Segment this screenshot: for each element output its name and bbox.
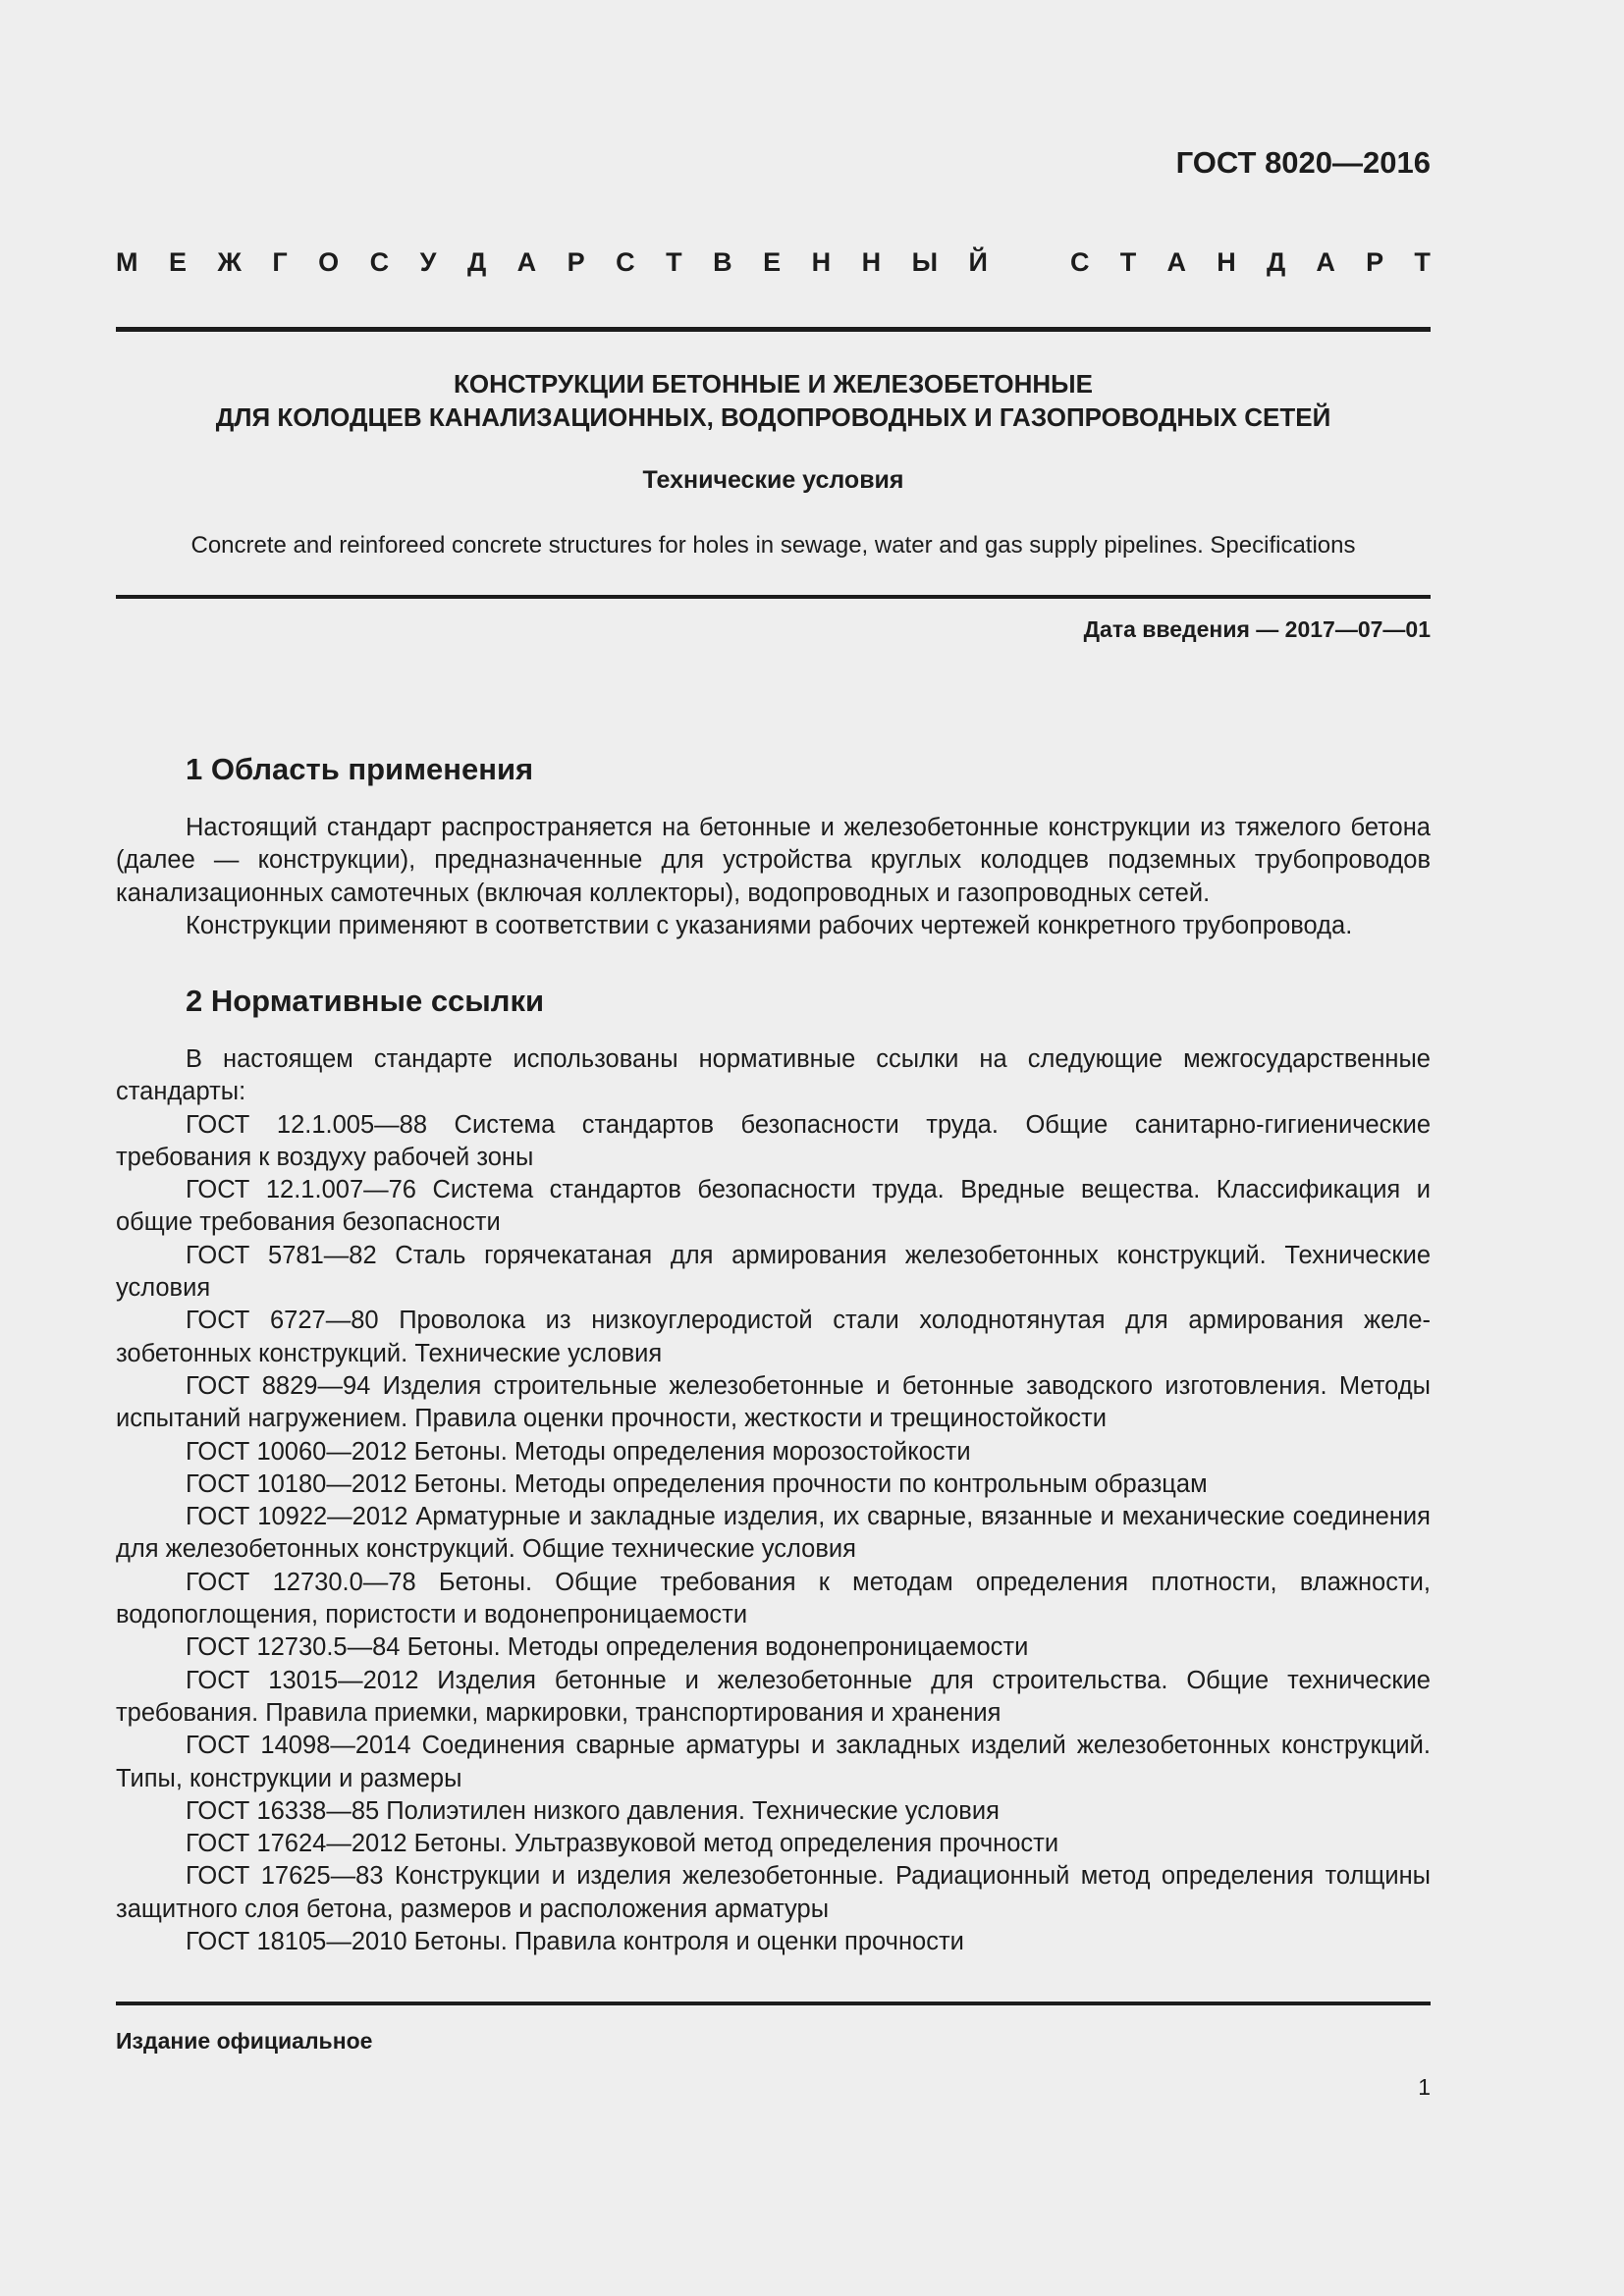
reference-item: ГОСТ 17625—83 Конструкции и изделия железобетонные. Радиационный метод определения толщины защитного слоя бетона, размеров и расположения арматуры <box>116 1862 1431 1923</box>
banner-letter: Т <box>666 247 682 277</box>
document-title <box>116 367 1431 434</box>
banner-letter: В <box>713 247 732 277</box>
banner-letter: Ы <box>911 247 939 277</box>
reference-item: ГОСТ 10060—2012 Бетоны. Методы определения морозостойкости <box>186 1437 971 1466</box>
banner-letter: Ж <box>217 247 242 277</box>
section-2-heading: 2 Нормативные ссылки <box>186 984 545 1018</box>
banner-letter: А <box>1316 247 1335 277</box>
reference-item: ГОСТ 14098—2014 Соединения сварные арматуры и закладных изделий железобетонных конструкций. Типы, конструкции и размеры <box>116 1732 1431 1792</box>
banner-word-interstate <box>116 247 988 278</box>
reference-item: ГОСТ 10922—2012 Арматурные и закладные изделия, их сварные, вязанные и механические соединения для железобетонных конструкций. Общие технические условия <box>116 1503 1431 1564</box>
reference-item: ГОСТ 12.1.007—76 Система стандартов безопасности труда. Вредные вещества. Классификация и общие требования безопасности <box>116 1176 1431 1237</box>
banner-letter: Р <box>567 247 585 277</box>
banner-letter: У <box>419 247 437 277</box>
reference-item: ГОСТ 12730.5—84 Бетоны. Методы определения водонепроницаемости <box>186 1633 1029 1662</box>
section-2-body <box>116 1043 1431 1958</box>
section-1-heading: 1 Область применения <box>186 752 534 786</box>
banner-letter: Н <box>861 247 882 277</box>
banner-letter: Е <box>763 247 782 277</box>
reference-item: ГОСТ 18105—2010 Бетоны. Правила контроля и оценки прочности <box>186 1928 964 1956</box>
banner-word-standard <box>1070 247 1431 278</box>
section-1-body <box>116 812 1431 942</box>
banner-letter: Д <box>1266 247 1286 277</box>
banner-letter: Т <box>1119 247 1137 277</box>
reference-item: ГОСТ 8829—94 Изделия строительные железобетонные и бетонные заводского изготовления. Методы испытаний нагружением. Правила оценки прочности, жесткости и трещиностойкости <box>116 1371 1431 1433</box>
reference-item: ГОСТ 17624—2012 Бетоны. Ультразвуковой метод определения прочности <box>186 1830 1059 1858</box>
reference-item: ГОСТ 5781—82 Сталь горячекатаная для армирования железобетонных конструкций. Технические условия <box>116 1241 1431 1303</box>
title-line-2: ДЛЯ КОЛОДЦЕВ КАНАЛИЗАЦИОННЫХ, ВОДОПРОВОДНЫХ И ГАЗОПРОВОДНЫХ СЕТЕЙ <box>215 402 1331 432</box>
page-number: 1 <box>1418 2074 1431 2100</box>
banner-letter: О <box>318 247 340 277</box>
banner-letter: Н <box>1217 247 1236 277</box>
banner-letter: А <box>1166 247 1186 277</box>
edition-label: Издание официальное <box>116 2028 373 2054</box>
banner-letter: С <box>1070 247 1090 277</box>
reference-item: ГОСТ 6727—80 Проволока из низкоуглеродистой стали холоднотянутая для армирования железобетонных конструкций. Технические условия <box>116 1307 1431 1367</box>
reference-item: ГОСТ 16338—85 Полиэтилен низкого давления. Технические условия <box>186 1796 1000 1825</box>
banner-letter: Д <box>466 247 487 277</box>
banner-letter: С <box>369 247 390 277</box>
banner-letter: М <box>116 247 138 277</box>
document-subtitle: Технические условия <box>642 466 904 494</box>
banner-letter: С <box>616 247 635 277</box>
banner-letter: Й <box>968 247 988 277</box>
banner-letter: Н <box>811 247 832 277</box>
reference-item: ГОСТ 13015—2012 Изделия бетонные и железобетонные для строительства. Общие технические требования. Правила приемки, маркировки, транспортирования и хранения <box>116 1666 1431 1727</box>
banner-letter: А <box>516 247 537 277</box>
reference-item: ГОСТ 12.1.005—88 Система стандартов безопасности труда. Общие санитарно-гигиенические требования к воздуху рабочей зоны <box>116 1110 1431 1171</box>
reference-item: ГОСТ 10180—2012 Бетоны. Методы определения прочности по контрольным образцам <box>186 1469 1208 1498</box>
banner-letter: Е <box>168 247 187 277</box>
english-title: Concrete and reinforeed concrete structures for holes in sewage, water and gas supply pipelines. Specifications <box>190 532 1356 559</box>
header-rule <box>116 327 1431 332</box>
title-rule <box>116 595 1431 599</box>
paragraph: Конструкции применяют в соответствии с указаниями рабочих чертежей конкретного трубопровода. <box>186 911 1353 939</box>
banner-letter: Т <box>1414 247 1431 277</box>
banner-letter: Р <box>1366 247 1384 277</box>
gost-number: ГОСТ 8020—2016 <box>1175 145 1431 180</box>
introduction-date: Дата введения — 2017—07—01 <box>1083 616 1431 642</box>
title-line-1: КОНСТРУКЦИИ БЕТОННЫЕ И ЖЕЛЕЗОБЕТОННЫЕ <box>454 369 1093 399</box>
paragraph: В настоящем стандарте использованы нормативные ссылки на следующие межгосударственные стандарты: <box>116 1045 1431 1106</box>
banner-letter: Г <box>272 247 288 277</box>
paragraph: Настоящий стандарт распространяется на бетонные и железобетонные конструкции из тяжелого бетона (далее — конструкции), предназначенные для устройства круглых колодцев подземных трубопроводов канализационных самотечных (включая коллекторы), водопроводных и газопроводных сетей. <box>116 814 1431 907</box>
footer-rule <box>116 2002 1431 2005</box>
reference-item: ГОСТ 12730.0—78 Бетоны. Общие требования к методам определения плотности, влажности, водопоглощения, пористости и водонепроницаемости <box>116 1568 1431 1629</box>
standard-banner <box>116 247 1431 278</box>
